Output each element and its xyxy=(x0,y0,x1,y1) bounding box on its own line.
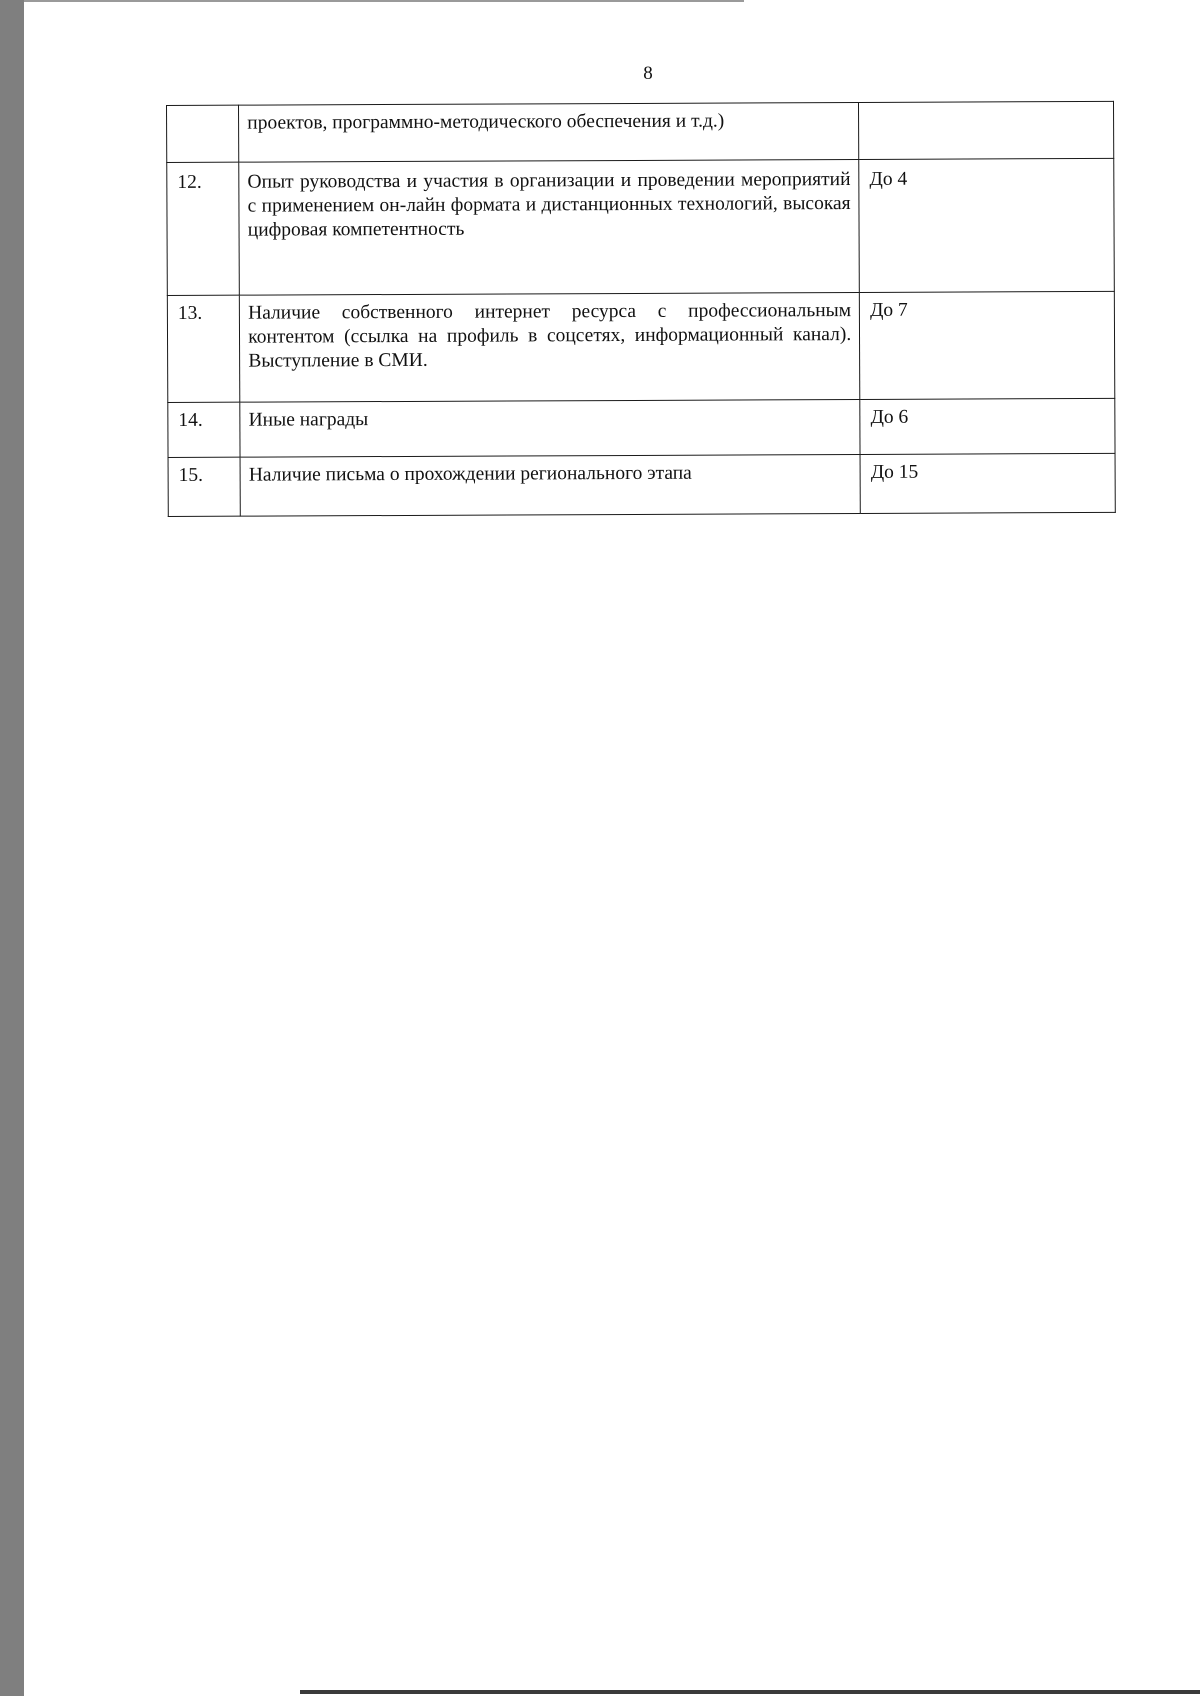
table-row xyxy=(168,453,1115,516)
page-number: 8 xyxy=(643,63,653,84)
score-cell xyxy=(859,101,1114,159)
criterion-text-cell: Опыт руководства и участия в организации и проведении мероприятий с применением он-лайн формата и дистанционных технологий, высокая цифровая компетентность xyxy=(239,159,860,295)
criterion-text-cell: Наличие письма о прохождении регионального этапа xyxy=(240,454,860,516)
row-number-cell xyxy=(167,105,239,162)
table-row xyxy=(168,398,1115,457)
scan-left-edge xyxy=(0,0,24,1696)
table-row xyxy=(167,291,1114,402)
score-cell: До 6 xyxy=(860,398,1115,454)
row-number-cell: 13. xyxy=(167,295,240,402)
row-number-cell: 14. xyxy=(168,402,240,457)
criterion-text-cell: Иные награды xyxy=(240,399,860,457)
criterion-text-cell: Наличие собственного интернет ресурса с профессиональным контентом (ссылка на профиль в соцсетях, информационный канал). Выступление в СМИ. xyxy=(240,292,860,402)
table-row xyxy=(167,101,1114,162)
scan-bottom-edge xyxy=(300,1690,1200,1694)
score-cell: До 7 xyxy=(860,291,1115,399)
row-number-cell: 12. xyxy=(167,162,240,295)
table-row xyxy=(167,158,1115,295)
criterion-text-cell: проектов, программно-методического обеспечения и т.д.) xyxy=(239,102,859,162)
score-cell: До 4 xyxy=(859,158,1114,292)
criteria-table xyxy=(166,101,1116,517)
row-number-cell: 15. xyxy=(168,457,240,516)
score-cell: До 15 xyxy=(860,453,1115,513)
scan-top-edge xyxy=(24,0,744,2)
